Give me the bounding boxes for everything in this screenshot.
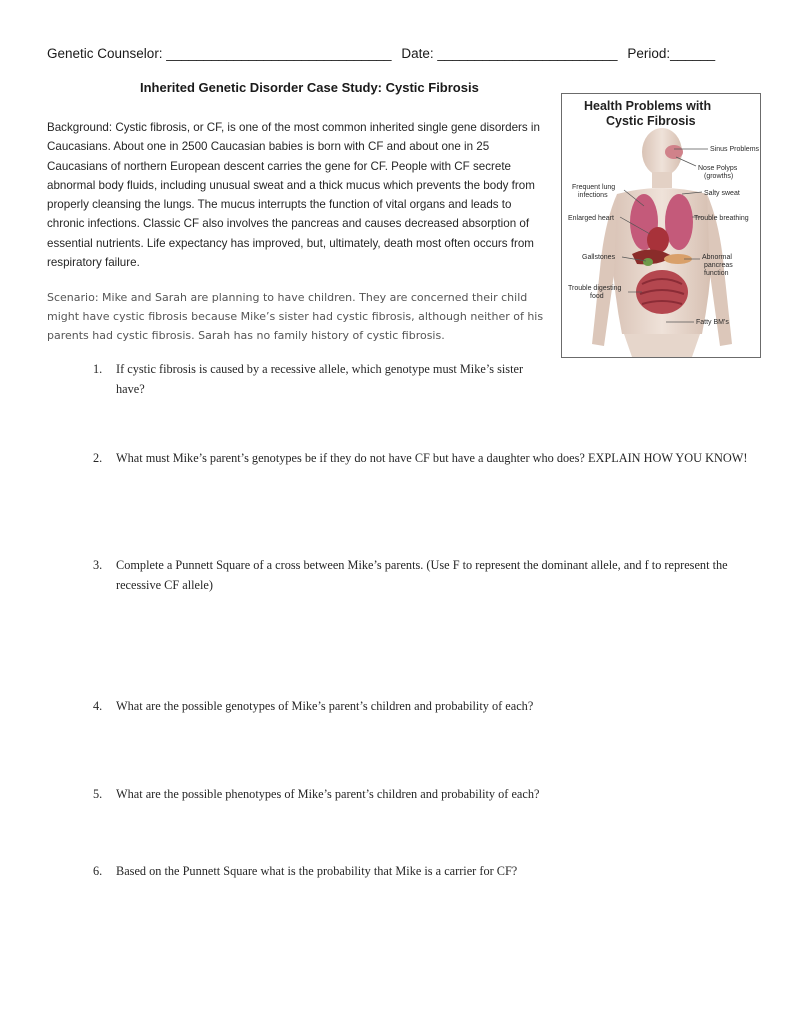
period-field: Period:______ <box>627 46 716 61</box>
label-heart: Enlarged heart <box>568 215 614 222</box>
label-pancreas-2: pancreas <box>704 262 733 269</box>
scenario-paragraph: Scenario: Mike and Sarah are planning to have children. They are concerned their child might have cystic fibrosis because Mike’s sister had cystic fibrosis, although neither of his parents had cystic fibrosis. Sarah has no family history of cystic fibrosis. <box>47 291 544 342</box>
label-pancreas-3: function <box>704 270 729 277</box>
worksheet-header <box>47 46 747 61</box>
label-breathing: Trouble breathing <box>694 215 749 222</box>
question-1 <box>93 360 553 399</box>
question-number: 3. <box>93 558 103 572</box>
page-title: Inherited Genetic Disorder Case Study: Cystic Fibrosis <box>140 80 479 95</box>
cf-health-problems-figure <box>561 93 761 358</box>
question-5 <box>93 785 753 805</box>
label-lung-2: infections <box>578 192 608 199</box>
question-6 <box>93 862 753 882</box>
figure-title-1: Health Problems with <box>584 99 712 113</box>
question-number: 5. <box>93 787 103 801</box>
label-pancreas-1: Abnormal <box>702 254 732 261</box>
question-4 <box>93 697 753 717</box>
background-paragraph: Background: Cystic fibrosis, or CF, is one of the most common inherited single gene disorders in Caucasians. About one in 2500 Caucasian babies is born with CF and about one in 25 Caucasians of northern European descent carries the gene for CF. People with CF secrete abnormal body fluids, including unusual sweat and a thick mucus which prevents the body from properly cleansing the lungs. The mucus interrupts the function of vital organs and leads to chronic infections. Classic CF also involves the pancreas and causes decreased absorption of essential nutrients. Life expectancy has improved, but, ultimately, death most often occurs from respiratory failure. <box>47 121 540 270</box>
question-3 <box>93 556 753 595</box>
label-digest-2: food <box>590 293 604 300</box>
date-field: Date: ________________________ <box>401 46 618 61</box>
question-number: 6. <box>93 864 103 878</box>
label-nose-1: Nose Polyps <box>698 165 738 172</box>
counselor-field: Genetic Counselor: ______________________________ <box>47 46 392 61</box>
label-nose-2: (growths) <box>704 173 734 180</box>
question-number: 1. <box>93 362 103 376</box>
question-number: 4. <box>93 699 103 713</box>
question-text: What are the possible phenotypes of Mike’s parent’s children and probability of each? <box>116 787 540 801</box>
label-lung-1: Frequent lung <box>572 184 616 191</box>
label-gallstones: Gallstones <box>582 254 616 261</box>
question-text: Complete a Punnett Square of a cross between Mike’s parents. (Use F to represent the dominant allele, and f to represent the recessive CF allele) <box>116 558 728 592</box>
figure-title-2: Cystic Fibrosis <box>606 114 696 128</box>
question-text: What must Mike’s parent’s genotypes be if they do not have CF but have a daughter who does? EXPLAIN HOW YOU KNOW! <box>116 451 748 465</box>
question-2 <box>93 449 753 469</box>
body-diagram <box>562 94 760 357</box>
question-number: 2. <box>93 451 103 465</box>
label-sweat: Salty sweat <box>704 190 740 197</box>
question-text: If cystic fibrosis is caused by a recessive allele, which genotype must Mike’s sister have? <box>116 362 524 396</box>
question-text: What are the possible genotypes of Mike’s parent’s children and probability of each? <box>116 699 534 713</box>
label-sinus: Sinus Problems <box>710 146 760 153</box>
label-bm: Fatty BM's <box>696 319 729 326</box>
label-digest-1: Trouble digesting <box>568 285 622 292</box>
question-text: Based on the Punnett Square what is the probability that Mike is a carrier for CF? <box>116 864 518 878</box>
